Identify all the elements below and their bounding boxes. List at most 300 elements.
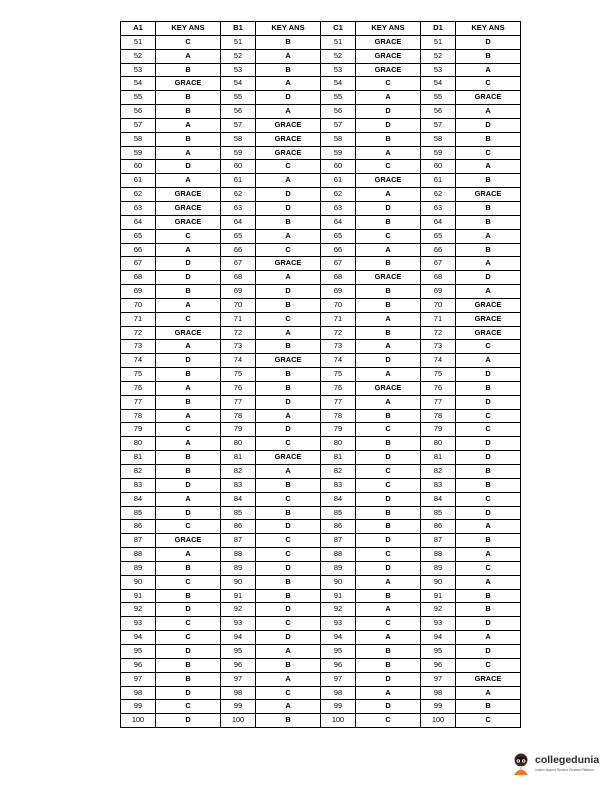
answer-cell: D bbox=[156, 160, 221, 174]
answer-cell: C bbox=[256, 617, 321, 631]
table-row bbox=[121, 409, 521, 423]
answer-cell: B bbox=[356, 326, 421, 340]
answer-cell: A bbox=[356, 395, 421, 409]
answer-cell: A bbox=[456, 63, 521, 77]
question-number-cell: 80 bbox=[321, 437, 356, 451]
answer-cell: C bbox=[456, 77, 521, 91]
answer-cell: A bbox=[356, 312, 421, 326]
collegedunia-logo bbox=[510, 752, 610, 782]
answer-cell: B bbox=[156, 132, 221, 146]
answer-cell: D bbox=[456, 395, 521, 409]
question-number-cell: 82 bbox=[221, 465, 256, 479]
question-number-cell: 100 bbox=[221, 714, 256, 728]
question-number-cell: 72 bbox=[121, 326, 156, 340]
answer-cell: B bbox=[156, 589, 221, 603]
question-number-cell: 57 bbox=[421, 118, 456, 132]
answer-cell: A bbox=[456, 229, 521, 243]
answer-cell: B bbox=[156, 658, 221, 672]
question-number-cell: 66 bbox=[421, 243, 456, 257]
answer-cell: C bbox=[156, 700, 221, 714]
question-number-cell: 71 bbox=[121, 312, 156, 326]
question-number-cell: 62 bbox=[421, 188, 456, 202]
answer-cell: C bbox=[156, 35, 221, 49]
question-number-cell: 76 bbox=[421, 381, 456, 395]
answer-cell: A bbox=[456, 160, 521, 174]
answer-cell: B bbox=[356, 132, 421, 146]
answer-cell: D bbox=[256, 631, 321, 645]
question-number-cell: 90 bbox=[321, 575, 356, 589]
answer-cell: D bbox=[256, 423, 321, 437]
question-number-cell: 51 bbox=[321, 35, 356, 49]
answer-cell: B bbox=[456, 201, 521, 215]
answer-cell: A bbox=[156, 548, 221, 562]
answer-cell: B bbox=[256, 589, 321, 603]
answer-cell: A bbox=[256, 229, 321, 243]
answer-cell: D bbox=[156, 644, 221, 658]
answer-cell: D bbox=[156, 603, 221, 617]
question-number-cell: 91 bbox=[321, 589, 356, 603]
question-number-cell: 63 bbox=[221, 201, 256, 215]
question-number-cell: 52 bbox=[221, 49, 256, 63]
table-row bbox=[121, 174, 521, 188]
question-number-cell: 95 bbox=[321, 644, 356, 658]
question-set-header: A1 bbox=[121, 22, 156, 36]
question-number-cell: 98 bbox=[321, 686, 356, 700]
table-row bbox=[121, 77, 521, 91]
question-number-cell: 72 bbox=[221, 326, 256, 340]
table-row bbox=[121, 686, 521, 700]
question-number-cell: 75 bbox=[121, 368, 156, 382]
answer-cell: B bbox=[456, 49, 521, 63]
answer-cell: B bbox=[356, 409, 421, 423]
answer-cell: A bbox=[156, 49, 221, 63]
question-number-cell: 77 bbox=[321, 395, 356, 409]
answer-cell: A bbox=[256, 700, 321, 714]
answer-cell: D bbox=[456, 506, 521, 520]
answer-cell: B bbox=[156, 91, 221, 105]
answer-cell: D bbox=[356, 105, 421, 119]
question-number-cell: 92 bbox=[121, 603, 156, 617]
question-number-cell: 60 bbox=[421, 160, 456, 174]
answer-cell: A bbox=[156, 243, 221, 257]
answer-cell: B bbox=[456, 465, 521, 479]
answer-cell: C bbox=[256, 492, 321, 506]
question-number-cell: 83 bbox=[321, 478, 356, 492]
question-number-cell: 53 bbox=[121, 63, 156, 77]
answer-cell: A bbox=[156, 174, 221, 188]
question-number-cell: 78 bbox=[321, 409, 356, 423]
student-mascot-icon bbox=[510, 752, 532, 776]
question-number-cell: 88 bbox=[421, 548, 456, 562]
question-number-cell: 100 bbox=[321, 714, 356, 728]
answer-cell: A bbox=[456, 285, 521, 299]
question-number-cell: 63 bbox=[121, 201, 156, 215]
answer-cell: D bbox=[256, 201, 321, 215]
answer-cell: B bbox=[256, 368, 321, 382]
question-number-cell: 57 bbox=[121, 118, 156, 132]
question-number-cell: 98 bbox=[221, 686, 256, 700]
question-number-cell: 57 bbox=[321, 118, 356, 132]
question-number-cell: 72 bbox=[421, 326, 456, 340]
question-number-cell: 54 bbox=[221, 77, 256, 91]
answer-cell: C bbox=[256, 534, 321, 548]
table-row bbox=[121, 381, 521, 395]
answer-cell: C bbox=[156, 617, 221, 631]
answer-cell: A bbox=[256, 672, 321, 686]
question-number-cell: 74 bbox=[421, 354, 456, 368]
answer-cell: GRACE bbox=[356, 174, 421, 188]
table-row bbox=[121, 672, 521, 686]
answer-cell: D bbox=[156, 686, 221, 700]
answer-cell: GRACE bbox=[256, 451, 321, 465]
question-set-header: C1 bbox=[321, 22, 356, 36]
question-number-cell: 65 bbox=[121, 229, 156, 243]
question-number-cell: 57 bbox=[221, 118, 256, 132]
question-number-cell: 93 bbox=[321, 617, 356, 631]
question-number-cell: 64 bbox=[121, 215, 156, 229]
answer-cell: A bbox=[156, 492, 221, 506]
question-number-cell: 95 bbox=[421, 644, 456, 658]
table-row bbox=[121, 35, 521, 49]
question-number-cell: 88 bbox=[221, 548, 256, 562]
answer-cell: A bbox=[456, 548, 521, 562]
answer-cell: C bbox=[156, 520, 221, 534]
question-number-cell: 81 bbox=[421, 451, 456, 465]
question-number-cell: 97 bbox=[321, 672, 356, 686]
answer-cell: D bbox=[456, 644, 521, 658]
question-number-cell: 99 bbox=[221, 700, 256, 714]
question-number-cell: 88 bbox=[321, 548, 356, 562]
answer-cell: D bbox=[256, 561, 321, 575]
answer-cell: GRACE bbox=[456, 326, 521, 340]
answer-cell: GRACE bbox=[356, 35, 421, 49]
question-number-cell: 86 bbox=[221, 520, 256, 534]
answer-cell: D bbox=[356, 492, 421, 506]
question-number-cell: 67 bbox=[221, 257, 256, 271]
answer-cell: B bbox=[156, 672, 221, 686]
table-row bbox=[121, 354, 521, 368]
question-number-cell: 55 bbox=[221, 91, 256, 105]
question-number-cell: 59 bbox=[321, 146, 356, 160]
question-number-cell: 94 bbox=[221, 631, 256, 645]
question-number-cell: 95 bbox=[121, 644, 156, 658]
question-number-cell: 70 bbox=[321, 298, 356, 312]
question-number-cell: 78 bbox=[421, 409, 456, 423]
question-number-cell: 56 bbox=[321, 105, 356, 119]
answer-cell: B bbox=[356, 215, 421, 229]
table-row bbox=[121, 478, 521, 492]
question-number-cell: 86 bbox=[321, 520, 356, 534]
answer-cell: C bbox=[156, 312, 221, 326]
answer-cell: A bbox=[356, 243, 421, 257]
table-row bbox=[121, 631, 521, 645]
question-number-cell: 64 bbox=[221, 215, 256, 229]
answer-cell: B bbox=[356, 644, 421, 658]
question-number-cell: 92 bbox=[321, 603, 356, 617]
answer-cell: C bbox=[456, 658, 521, 672]
question-number-cell: 76 bbox=[221, 381, 256, 395]
question-number-cell: 88 bbox=[121, 548, 156, 562]
question-number-cell: 56 bbox=[421, 105, 456, 119]
answer-cell: C bbox=[356, 77, 421, 91]
question-number-cell: 73 bbox=[221, 340, 256, 354]
key-answer-header: KEY ANS bbox=[356, 22, 421, 36]
question-number-cell: 51 bbox=[221, 35, 256, 49]
answer-cell: D bbox=[456, 271, 521, 285]
question-number-cell: 70 bbox=[121, 298, 156, 312]
table-row bbox=[121, 160, 521, 174]
table-row bbox=[121, 188, 521, 202]
brand-name: collegedunia bbox=[535, 754, 600, 766]
answer-cell: C bbox=[456, 714, 521, 728]
table-row bbox=[121, 395, 521, 409]
answer-cell: C bbox=[256, 312, 321, 326]
question-number-cell: 54 bbox=[321, 77, 356, 91]
answer-cell: A bbox=[256, 174, 321, 188]
key-answer-header: KEY ANS bbox=[456, 22, 521, 36]
answer-cell: B bbox=[456, 589, 521, 603]
answer-cell: B bbox=[256, 340, 321, 354]
answer-cell: B bbox=[356, 298, 421, 312]
answer-cell: A bbox=[256, 77, 321, 91]
answer-cell: C bbox=[256, 686, 321, 700]
answer-cell: A bbox=[156, 118, 221, 132]
answer-cell: D bbox=[456, 451, 521, 465]
answer-cell: C bbox=[356, 423, 421, 437]
question-number-cell: 98 bbox=[121, 686, 156, 700]
answer-key-table bbox=[120, 21, 521, 728]
question-number-cell: 85 bbox=[421, 506, 456, 520]
answer-cell: A bbox=[456, 105, 521, 119]
answer-cell: B bbox=[456, 478, 521, 492]
question-number-cell: 60 bbox=[221, 160, 256, 174]
answer-cell: C bbox=[256, 243, 321, 257]
answer-cell: A bbox=[456, 575, 521, 589]
answer-cell: B bbox=[156, 63, 221, 77]
question-number-cell: 96 bbox=[321, 658, 356, 672]
question-number-cell: 60 bbox=[121, 160, 156, 174]
answer-cell: D bbox=[256, 188, 321, 202]
question-number-cell: 84 bbox=[421, 492, 456, 506]
answer-cell: A bbox=[456, 520, 521, 534]
question-number-cell: 52 bbox=[321, 49, 356, 63]
answer-cell: GRACE bbox=[356, 63, 421, 77]
table-row bbox=[121, 465, 521, 479]
table-row bbox=[121, 91, 521, 105]
key-answer-header: KEY ANS bbox=[156, 22, 221, 36]
question-number-cell: 70 bbox=[421, 298, 456, 312]
question-number-cell: 62 bbox=[121, 188, 156, 202]
question-number-cell: 65 bbox=[321, 229, 356, 243]
answer-cell: D bbox=[156, 271, 221, 285]
answer-cell: B bbox=[456, 174, 521, 188]
answer-cell: B bbox=[456, 700, 521, 714]
question-number-cell: 80 bbox=[121, 437, 156, 451]
question-number-cell: 92 bbox=[421, 603, 456, 617]
table-row bbox=[121, 451, 521, 465]
answer-cell: D bbox=[356, 201, 421, 215]
question-number-cell: 86 bbox=[421, 520, 456, 534]
question-number-cell: 89 bbox=[121, 561, 156, 575]
question-number-cell: 78 bbox=[221, 409, 256, 423]
question-number-cell: 89 bbox=[321, 561, 356, 575]
table-row bbox=[121, 575, 521, 589]
answer-cell: C bbox=[456, 340, 521, 354]
question-set-header: D1 bbox=[421, 22, 456, 36]
answer-cell: C bbox=[456, 561, 521, 575]
answer-cell: D bbox=[156, 478, 221, 492]
question-number-cell: 75 bbox=[421, 368, 456, 382]
question-number-cell: 71 bbox=[321, 312, 356, 326]
table-row bbox=[121, 229, 521, 243]
question-number-cell: 96 bbox=[221, 658, 256, 672]
answer-cell: D bbox=[456, 368, 521, 382]
answer-cell: D bbox=[356, 118, 421, 132]
question-number-cell: 56 bbox=[221, 105, 256, 119]
question-number-cell: 81 bbox=[221, 451, 256, 465]
question-number-cell: 58 bbox=[121, 132, 156, 146]
answer-cell: GRACE bbox=[156, 215, 221, 229]
table-row bbox=[121, 700, 521, 714]
question-number-cell: 97 bbox=[421, 672, 456, 686]
table-row bbox=[121, 243, 521, 257]
answer-cell: B bbox=[256, 381, 321, 395]
answer-cell: A bbox=[356, 603, 421, 617]
table-row bbox=[121, 285, 521, 299]
answer-cell: D bbox=[356, 700, 421, 714]
answer-cell: A bbox=[156, 381, 221, 395]
question-number-cell: 58 bbox=[321, 132, 356, 146]
question-number-cell: 66 bbox=[221, 243, 256, 257]
question-number-cell: 53 bbox=[421, 63, 456, 77]
question-number-cell: 68 bbox=[321, 271, 356, 285]
answer-cell: GRACE bbox=[456, 188, 521, 202]
table-row bbox=[121, 312, 521, 326]
question-number-cell: 90 bbox=[221, 575, 256, 589]
answer-cell: C bbox=[356, 714, 421, 728]
question-number-cell: 76 bbox=[121, 381, 156, 395]
answer-cell: B bbox=[156, 465, 221, 479]
question-number-cell: 51 bbox=[121, 35, 156, 49]
question-number-cell: 91 bbox=[221, 589, 256, 603]
answer-cell: GRACE bbox=[356, 381, 421, 395]
question-number-cell: 53 bbox=[321, 63, 356, 77]
question-number-cell: 67 bbox=[121, 257, 156, 271]
question-number-cell: 99 bbox=[121, 700, 156, 714]
question-number-cell: 61 bbox=[321, 174, 356, 188]
answer-cell: D bbox=[356, 451, 421, 465]
question-number-cell: 61 bbox=[221, 174, 256, 188]
answer-cell: B bbox=[456, 215, 521, 229]
answer-cell: A bbox=[256, 49, 321, 63]
table-row bbox=[121, 118, 521, 132]
answer-cell: GRACE bbox=[456, 91, 521, 105]
brand-tagline: India's largest Student Review Platform bbox=[535, 768, 595, 772]
answer-cell: B bbox=[456, 132, 521, 146]
question-number-cell: 55 bbox=[321, 91, 356, 105]
answer-cell: A bbox=[356, 631, 421, 645]
question-number-cell: 64 bbox=[321, 215, 356, 229]
answer-cell: C bbox=[356, 617, 421, 631]
answer-cell: GRACE bbox=[456, 298, 521, 312]
answer-cell: C bbox=[156, 229, 221, 243]
answer-cell: B bbox=[356, 658, 421, 672]
question-number-cell: 81 bbox=[321, 451, 356, 465]
answer-cell: B bbox=[256, 215, 321, 229]
question-number-cell: 75 bbox=[221, 368, 256, 382]
answer-cell: GRACE bbox=[456, 672, 521, 686]
question-number-cell: 65 bbox=[421, 229, 456, 243]
table-row bbox=[121, 644, 521, 658]
question-number-cell: 85 bbox=[121, 506, 156, 520]
question-number-cell: 68 bbox=[421, 271, 456, 285]
table-row bbox=[121, 201, 521, 215]
table-row bbox=[121, 340, 521, 354]
question-number-cell: 100 bbox=[121, 714, 156, 728]
question-number-cell: 58 bbox=[221, 132, 256, 146]
question-number-cell: 66 bbox=[321, 243, 356, 257]
question-number-cell: 89 bbox=[421, 561, 456, 575]
question-number-cell: 58 bbox=[421, 132, 456, 146]
question-number-cell: 68 bbox=[221, 271, 256, 285]
question-number-cell: 91 bbox=[421, 589, 456, 603]
answer-cell: A bbox=[456, 686, 521, 700]
question-number-cell: 89 bbox=[221, 561, 256, 575]
question-number-cell: 84 bbox=[121, 492, 156, 506]
answer-cell: A bbox=[256, 326, 321, 340]
answer-cell: D bbox=[356, 354, 421, 368]
table-row bbox=[121, 603, 521, 617]
answer-cell: B bbox=[156, 561, 221, 575]
question-number-cell: 78 bbox=[121, 409, 156, 423]
table-row bbox=[121, 298, 521, 312]
answer-cell: GRACE bbox=[256, 257, 321, 271]
answer-cell: GRACE bbox=[156, 534, 221, 548]
question-number-cell: 71 bbox=[221, 312, 256, 326]
answer-cell: C bbox=[256, 160, 321, 174]
question-number-cell: 52 bbox=[121, 49, 156, 63]
answer-cell: B bbox=[456, 243, 521, 257]
answer-cell: A bbox=[356, 146, 421, 160]
answer-cell: D bbox=[456, 118, 521, 132]
question-number-cell: 63 bbox=[321, 201, 356, 215]
question-number-cell: 90 bbox=[421, 575, 456, 589]
question-number-cell: 76 bbox=[321, 381, 356, 395]
question-number-cell: 77 bbox=[221, 395, 256, 409]
question-number-cell: 92 bbox=[221, 603, 256, 617]
answer-cell: C bbox=[456, 146, 521, 160]
answer-cell: A bbox=[256, 409, 321, 423]
answer-cell: D bbox=[256, 285, 321, 299]
answer-cell: A bbox=[256, 644, 321, 658]
table-row bbox=[121, 368, 521, 382]
answer-cell: C bbox=[356, 465, 421, 479]
question-number-cell: 64 bbox=[421, 215, 456, 229]
key-answer-header: KEY ANS bbox=[256, 22, 321, 36]
question-number-cell: 94 bbox=[321, 631, 356, 645]
table-row bbox=[121, 658, 521, 672]
table-row bbox=[121, 437, 521, 451]
table-row bbox=[121, 561, 521, 575]
question-number-cell: 69 bbox=[221, 285, 256, 299]
question-number-cell: 85 bbox=[321, 506, 356, 520]
answer-cell: B bbox=[156, 395, 221, 409]
question-number-cell: 71 bbox=[421, 312, 456, 326]
answer-cell: D bbox=[156, 506, 221, 520]
answer-cell: D bbox=[456, 617, 521, 631]
question-number-cell: 79 bbox=[221, 423, 256, 437]
answer-cell: C bbox=[256, 548, 321, 562]
